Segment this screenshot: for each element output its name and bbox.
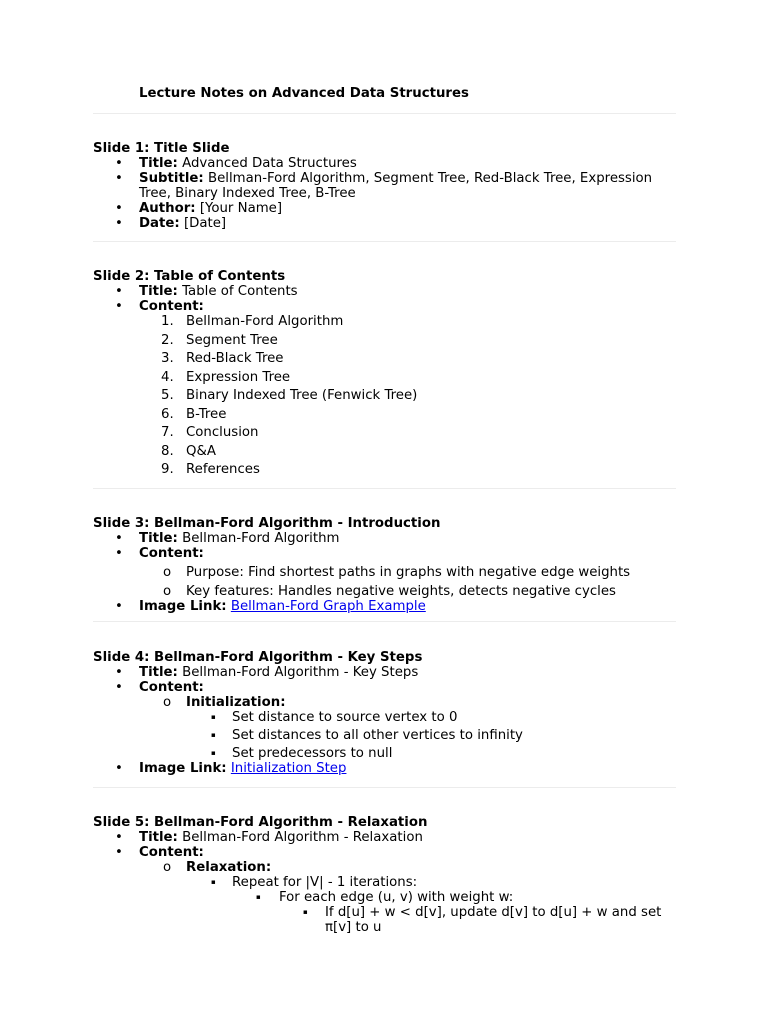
document-title: Lecture Notes on Advanced Data Structures: [139, 86, 469, 101]
list-item: [93, 875, 683, 890]
list-item: [93, 860, 683, 875]
slide-5-sub-heading: Relaxation:: [186, 860, 272, 875]
bullet-marker: •: [115, 830, 123, 845]
table-of-contents-list: [93, 314, 683, 477]
toc-item-text: Expression Tree: [186, 369, 291, 385]
field-label: Image Link:: [139, 761, 227, 776]
divider: [93, 113, 676, 114]
slide-3-purpose: Purpose: Find shortest paths in graphs with negative edge weights: [186, 565, 631, 580]
toc-item: [93, 407, 683, 422]
bullet-marker: •: [115, 845, 123, 860]
toc-item-text: Segment Tree: [186, 332, 278, 348]
toc-item-text: Q&A: [186, 443, 216, 459]
bullet-marker: •: [115, 761, 123, 776]
field-label: Author:: [139, 201, 196, 216]
field-label: Image Link:: [139, 599, 227, 614]
slide-5-section: [93, 815, 683, 935]
list-item: [93, 665, 683, 680]
list-item: [93, 531, 683, 546]
bellman-ford-graph-example-link[interactable]: Bellman-Ford Graph Example: [230, 599, 426, 614]
list-item: [93, 599, 683, 614]
toc-item-text: B-Tree: [186, 406, 227, 422]
slide-3-section: [93, 516, 683, 614]
slide-1-section: [93, 141, 683, 231]
square-marker: ▪: [256, 893, 261, 901]
bullet-marker: •: [115, 156, 123, 171]
list-item: [93, 905, 683, 935]
field-label: Title:: [139, 665, 178, 680]
square-marker: ▪: [211, 878, 216, 886]
toc-item-number: 9.: [161, 462, 174, 477]
toc-item: [93, 351, 683, 366]
divider: [93, 241, 676, 242]
list-item: [93, 845, 683, 860]
slide-5-each-edge: For each edge (u, v) with weight w:: [279, 890, 514, 905]
bullet-marker: •: [115, 546, 123, 561]
slide-4-section: [93, 650, 683, 776]
slide-1-author-value: [Your Name]: [199, 201, 283, 216]
divider: [93, 488, 676, 489]
list-item: [93, 216, 683, 231]
list-item: [93, 695, 683, 710]
toc-item: [93, 370, 683, 385]
toc-item-number: 8.: [161, 443, 174, 459]
field-label: Date:: [139, 216, 180, 231]
toc-item-number: 3.: [161, 351, 174, 366]
toc-item: [93, 462, 683, 477]
field-label: Content:: [139, 546, 204, 561]
bullet-marker: •: [115, 216, 123, 231]
toc-item-number: 7.: [161, 425, 174, 440]
list-item: [93, 890, 683, 905]
field-label: Content:: [139, 299, 204, 314]
toc-item-text: Binary Indexed Tree (Fenwick Tree): [186, 388, 418, 403]
toc-item-text: Conclusion: [186, 425, 259, 440]
toc-item: [93, 333, 683, 348]
list-item: [93, 156, 683, 171]
bullet-marker: •: [115, 201, 123, 216]
toc-item: [93, 388, 683, 403]
field-label: Subtitle:: [139, 171, 204, 186]
list-item: [93, 830, 683, 845]
bullet-marker: •: [115, 171, 123, 186]
slide-1-title-value: Advanced Data Structures: [182, 156, 357, 171]
list-item: [93, 746, 683, 761]
slide-3-heading: Slide 3: Bellman-Ford Algorithm - Introduction: [93, 516, 441, 531]
list-item: [93, 584, 683, 599]
slide-2-heading: Slide 2: Table of Contents: [93, 269, 286, 284]
list-item: [93, 565, 683, 580]
bullet-marker: •: [115, 665, 123, 680]
square-marker: ▪: [303, 908, 308, 916]
list-item: [93, 710, 683, 725]
toc-item-text: References: [186, 462, 260, 477]
slide-5-repeat: Repeat for |V| - 1 iterations:: [232, 875, 418, 890]
slide-5-update-line-1: If d[u] + w < d[v], update d[v] to d[u] + w and set: [325, 905, 662, 920]
square-marker: ▪: [211, 731, 216, 739]
circle-marker: o: [163, 565, 172, 580]
divider: [93, 787, 676, 788]
slide-4-title-value: Bellman-Ford Algorithm - Key Steps: [182, 665, 419, 680]
circle-marker: o: [163, 695, 172, 710]
slide-1-subtitle-line-2: Tree, Binary Indexed Tree, B-Tree: [139, 186, 356, 201]
bullet-marker: •: [115, 680, 123, 695]
list-item: [93, 728, 683, 743]
divider: [93, 621, 676, 622]
slide-1-heading: Slide 1: Title Slide: [93, 141, 230, 156]
list-item: [93, 299, 683, 314]
circle-marker: o: [163, 584, 172, 599]
list-item: [93, 761, 683, 776]
list-item: [93, 680, 683, 695]
slide-4-heading: Slide 4: Bellman-Ford Algorithm - Key Steps: [93, 650, 423, 665]
toc-item-text: Red-Black Tree: [186, 351, 284, 366]
toc-item-number: 1.: [161, 314, 174, 329]
field-label: Content:: [139, 680, 204, 695]
slide-4-sub-heading: Initialization:: [186, 695, 286, 710]
slide-3-title-value: Bellman-Ford Algorithm: [182, 531, 340, 546]
bullet-marker: •: [115, 284, 123, 299]
slide-1-date-value: [Date]: [183, 216, 227, 231]
field-label: Content:: [139, 845, 204, 860]
toc-item-number: 2.: [161, 332, 174, 348]
slide-5-heading: Slide 5: Bellman-Ford Algorithm - Relaxation: [93, 815, 428, 830]
list-item: [93, 171, 683, 201]
square-marker: ▪: [211, 749, 216, 757]
bullet-marker: •: [115, 599, 123, 614]
slide-4-step: Set distance to source vertex to 0: [232, 710, 458, 725]
slide-3-features: Key features: Handles negative weights, detects negative cycles: [186, 584, 616, 599]
toc-item: [93, 314, 683, 329]
slide-2-section: [93, 269, 683, 477]
list-item: [93, 546, 683, 561]
bullet-marker: •: [115, 531, 123, 546]
toc-item: [93, 444, 683, 459]
field-label: Title:: [139, 830, 178, 845]
slide-1-subtitle-line-1: Bellman-Ford Algorithm, Segment Tree, Red-Black Tree, Expression: [207, 171, 653, 186]
slide-5-title-value: Bellman-Ford Algorithm - Relaxation: [182, 830, 423, 845]
slide-4-step: Set predecessors to null: [232, 746, 393, 761]
slide-4-step: Set distances to all other vertices to infinity: [232, 728, 523, 743]
field-label: Title:: [139, 156, 178, 171]
toc-item: [93, 425, 683, 440]
field-label: Title:: [139, 531, 178, 546]
slide-2-title-value: Table of Contents: [182, 284, 298, 299]
bullet-marker: •: [115, 299, 123, 314]
toc-item-number: 4.: [161, 369, 174, 385]
toc-item-number: 6.: [161, 406, 174, 422]
field-label: Title:: [139, 284, 178, 299]
slide-5-update-line-2: π[v] to u: [325, 920, 382, 935]
list-item: [93, 284, 683, 299]
toc-item-number: 5.: [161, 388, 174, 403]
list-item: [93, 201, 683, 216]
toc-item-text: Bellman-Ford Algorithm: [186, 314, 344, 329]
square-marker: ▪: [211, 713, 216, 721]
circle-marker: o: [163, 860, 172, 875]
initialization-step-link[interactable]: Initialization Step: [230, 761, 347, 776]
